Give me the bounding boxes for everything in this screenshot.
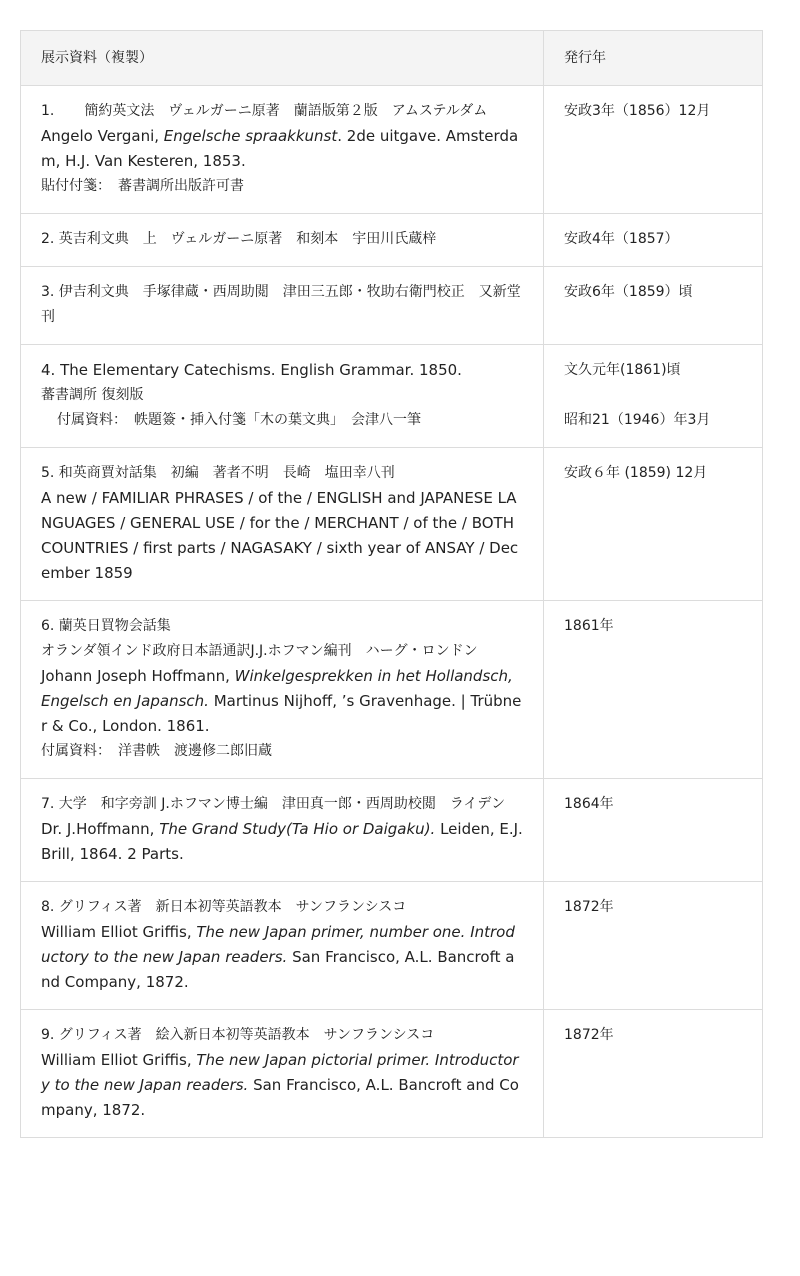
item-citation: Johann Joseph Hoffmann, Winkelgesprekken in het Hollandsch, bbox=[41, 667, 513, 685]
exhibit-table-container bbox=[20, 30, 762, 1138]
item-cell bbox=[21, 86, 544, 214]
item-note: 貼付付箋： 蕃書調所出版許可書 bbox=[41, 178, 244, 194]
item-title-jp: 8. グリフィス著 新日本初等英語教本 サンフランシスコ bbox=[41, 899, 407, 915]
table-row bbox=[21, 345, 763, 448]
year-cell: 安政3年（1856）12月 bbox=[544, 86, 763, 214]
year-cell: 1861年 bbox=[544, 601, 763, 779]
item-cell: 3. 伊吉利文典 手塚律蔵・西周助閲 津田三五郎・牧助右衛門校正 又新堂刊 bbox=[21, 267, 544, 345]
item-cell: 2. 英吉利文典 上 ヴェルガーニ原著 和刻本 宇田川氏蔵梓 bbox=[21, 214, 544, 267]
item-citation: A new / FAMILIAR PHRASES / of the / ENGLISH and JAPANESE LANGUAGES / GENERAL USE / for the / MERCHANT / of the / BOTH COUNTRIES / first parts / NAGASAKY / sixth year of ANSAY / December 1859 bbox=[41, 489, 519, 582]
item-cell bbox=[21, 779, 544, 882]
item-cell bbox=[21, 601, 544, 779]
header-year: 発行年 bbox=[544, 31, 763, 86]
table-row bbox=[21, 779, 763, 882]
item-title-jp: 1. 簡約英文法 ヴェルガーニ原著 蘭語版第２版 アムステルダム bbox=[41, 103, 488, 119]
table-row bbox=[21, 1010, 763, 1138]
year-cell: 1872年 bbox=[544, 882, 763, 1010]
item-note: 付属資料： 帙題簽・挿入付箋「木の葉文典」 会津八一筆 bbox=[57, 412, 421, 428]
year-value-2: 昭和21（1946）年3月 bbox=[564, 412, 711, 428]
table-header-row bbox=[21, 31, 763, 86]
item-citation-cont: Engelsch en Japansch. Martinus Nijhoff, ’s Gravenhage. | Trübner & Co., London. 1861. bbox=[41, 692, 522, 735]
item-cell bbox=[21, 882, 544, 1010]
year-cell: 安政６年 (1859) 12月 bbox=[544, 448, 763, 601]
item-subtitle: 蕃書調所 復刻版 bbox=[41, 387, 144, 403]
item-citation: Dr. J.Hoffmann, The Grand Study(Ta Hio or Daigaku). Leiden, E.J. Brill, 1864. 2 Parts. bbox=[41, 820, 523, 863]
item-title-jp: 9. グリフィス著 絵入新日本初等英語教本 サンフランシスコ bbox=[41, 1027, 435, 1043]
year-cell: 安政6年（1859）頃 bbox=[544, 267, 763, 345]
year-cell: 1872年 bbox=[544, 1010, 763, 1138]
year-value: 文久元年(1861)頃 bbox=[564, 362, 681, 378]
item-title-jp: 5. 和英商賈対話集 初編 著者不明 長崎 塩田幸八刊 bbox=[41, 465, 395, 481]
table-row bbox=[21, 448, 763, 601]
item-title-jp: 7. 大学 和字旁訓 J.ホフマン博士編 津田真一郎・西周助校閲 ライデン bbox=[41, 796, 506, 812]
item-citation: William Elliot Griffis, The new Japan pictorial primer. Introductory to the new Japan readers. San Francisco, A.L. Bancroft and Company, 1872. bbox=[41, 1051, 519, 1119]
year-cell: 安政4年（1857） bbox=[544, 214, 763, 267]
item-cell bbox=[21, 448, 544, 601]
item-subtitle: オランダ領インド政府日本語通訳J.J.ホフマン編刊 ハーグ・ロンドン bbox=[41, 643, 478, 659]
year-cell bbox=[544, 345, 763, 448]
table-row bbox=[21, 86, 763, 214]
table-row bbox=[21, 267, 763, 345]
item-cell bbox=[21, 345, 544, 448]
exhibit-table bbox=[20, 30, 763, 1138]
item-citation: Angelo Vergani, Engelsche spraakkunst. 2de uitgave. Amsterdam, H.J. Van Kesteren, 1853. bbox=[41, 127, 519, 170]
item-title-jp: 6. 蘭英日買物会話集 bbox=[41, 618, 171, 634]
table-row bbox=[21, 882, 763, 1010]
table-row bbox=[21, 214, 763, 267]
item-citation: William Elliot Griffis, The new Japan primer, number one. Introductory to the new Japan readers. San Francisco, A.L. Bancroft and Company, 1872. bbox=[41, 923, 515, 991]
item-cell bbox=[21, 1010, 544, 1138]
item-title-en: 4. The Elementary Catechisms. English Grammar. 1850. bbox=[41, 361, 462, 379]
year-cell: 1864年 bbox=[544, 779, 763, 882]
table-row bbox=[21, 601, 763, 779]
header-materials: 展示資料（複製） bbox=[21, 31, 544, 86]
item-note: 付属資料： 洋書帙 渡邊修二郎旧蔵 bbox=[41, 743, 272, 759]
